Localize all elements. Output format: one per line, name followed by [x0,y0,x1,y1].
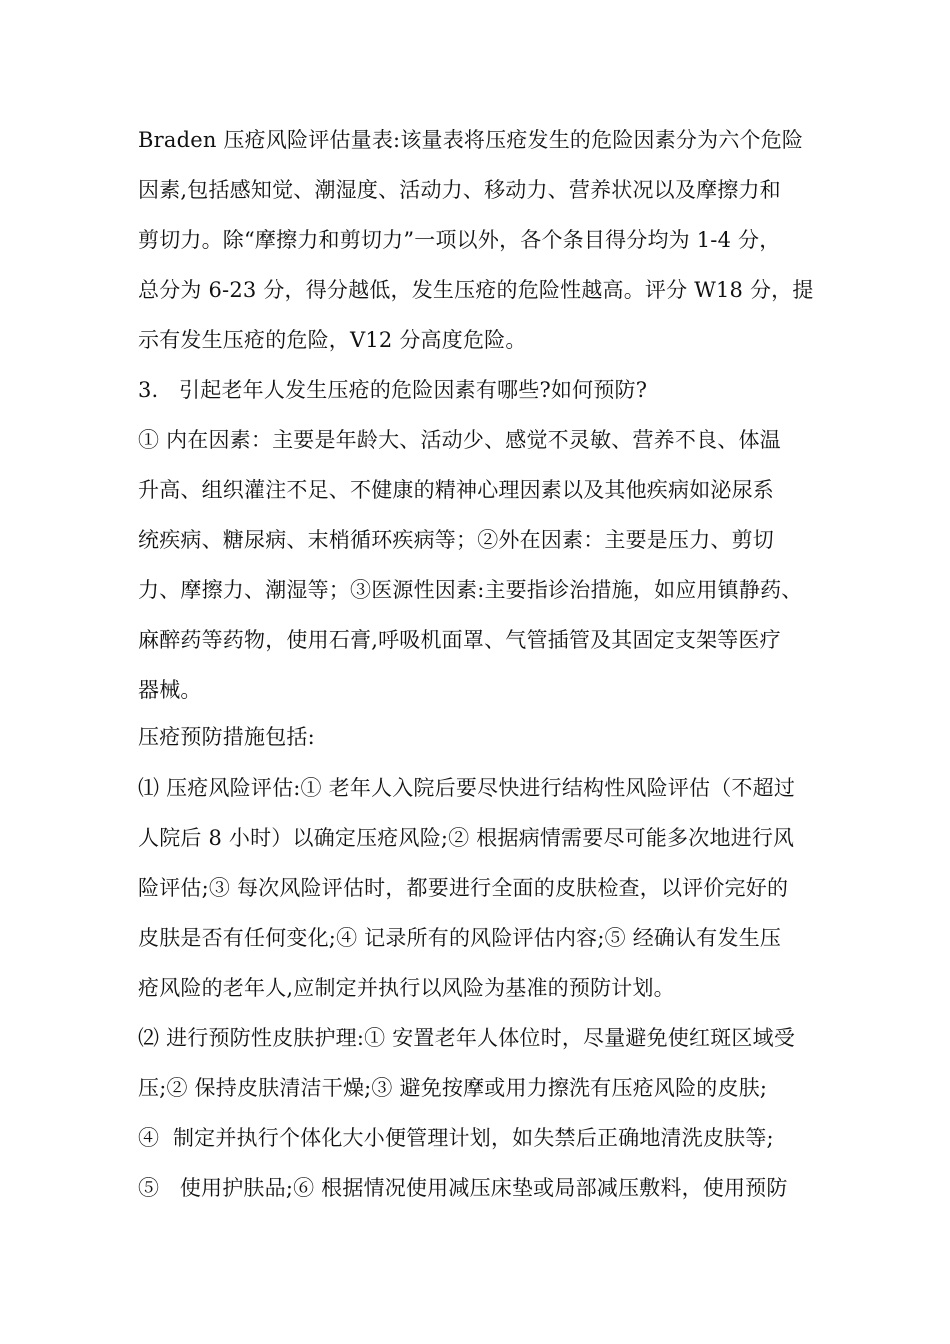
text-line: 剪切力。除“摩擦力和剪切力”一项以外，各个条目得分均为 1-4 分， [138,228,781,252]
text-line: 人院后 8 小时）以确定压疮风险;② 根据病情需要尽可能多次地进行风 [138,826,795,850]
text-line: 总分为 6-23 分，得分越低，发生压疮的危险性越高。评分 W18 分，提 [138,278,814,302]
text-line: ⑤ 使用护肤品;⑥ 根据情况使用减压床垫或局部减压敷料，使用预防 [138,1176,788,1200]
text-line: 器械。 [138,678,202,702]
subheading: 压疮预防措施包括: [138,725,315,749]
text-line: 压;② 保持皮肤清洁干燥;③ 避免按摩或用力擦洗有压疮风险的皮肤; [138,1076,768,1100]
section-heading: 3. 引起老年人发生压疮的危险因素有哪些?如何预防? [138,378,648,402]
text-line: 皮肤是否有任何变化;④ 记录所有的风险评估内容;⑤ 经确认有发生压 [138,926,782,950]
text-line: 统疾病、糖尿病、末梢循环疾病等；②外在因素：主要是压力、剪切 [138,528,774,552]
text-line: ⑵ 进行预防性皮肤护理:① 安置老年人体位时，尽量避免使红斑区域受 [138,1026,796,1050]
text-line: 因素,包括感知觉、潮湿度、活动力、移动力、营养状况以及摩擦力和 [138,178,781,202]
text-line: Braden 压疮风险评估量表:该量表将压疮发生的危险因素分为六个危险 [138,128,804,152]
text-line: 麻醉药等药物，使用石膏,呼吸机面罩、气管插管及其固定支架等医疗 [138,628,781,652]
text-line: 力、摩擦力、潮湿等；③医源性因素:主要指诊治措施，如应用镇静药、 [138,578,803,602]
text-line: 示有发生压疮的危险，V12 分高度危险。 [138,328,527,352]
text-line: 升高、组织灌注不足、不健康的精神心理因素以及其他疾病如泌尿系 [138,478,774,502]
text-line: ⑴ 压疮风险评估:① 老年人入院后要尽快进行结构性风险评估（不超过 [138,776,796,800]
text-line: 险评估;③ 每次风险评估时，都要进行全面的皮肤检查，以评价完好的 [138,876,789,900]
text-line: 疮风险的老年人,应制定并执行以风险为基准的预防计划。 [138,976,675,1000]
text-line: ① 内在因素：主要是年龄大、活动少、感觉不灵敏、营养不良、体温 [138,428,781,452]
text-line: ④ 制定并执行个体化大小便管理计划，如失禁后正确地清洗皮肤等; [138,1126,774,1150]
